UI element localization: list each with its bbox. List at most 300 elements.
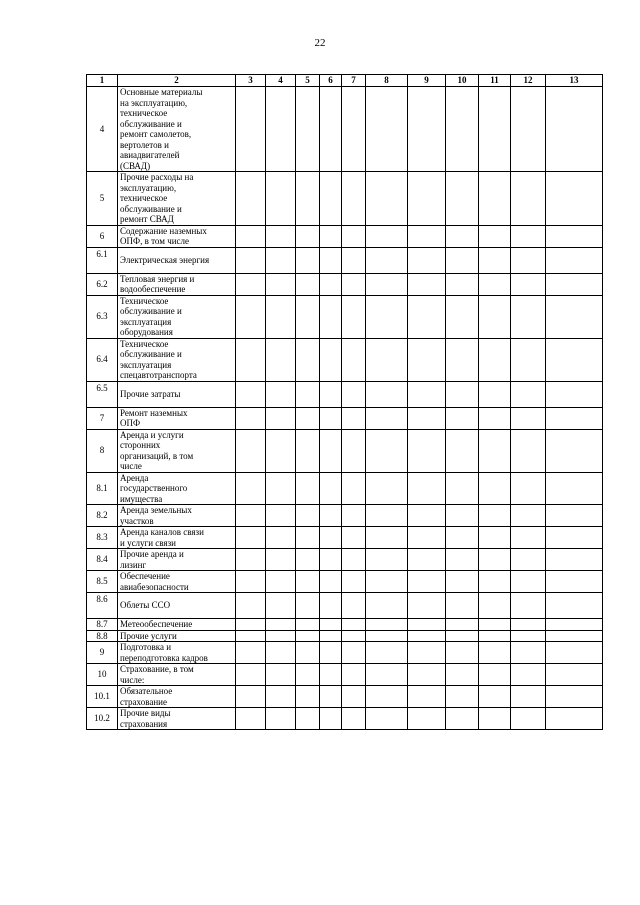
table-row bbox=[87, 407, 603, 429]
value-cell-col-11 bbox=[479, 549, 511, 571]
value-cell-col-7 bbox=[342, 619, 366, 631]
value-cell-col-12 bbox=[511, 549, 546, 571]
value-cell-col-6 bbox=[320, 429, 342, 472]
value-cell-col-11 bbox=[479, 593, 511, 619]
value-cell-col-8 bbox=[366, 664, 408, 686]
value-cell-col-6 bbox=[320, 338, 342, 381]
value-cell-col-7 bbox=[342, 273, 366, 295]
row-name: Прочие виды страхования bbox=[118, 708, 236, 730]
data-table bbox=[86, 74, 603, 730]
value-cell-col-7 bbox=[342, 225, 366, 247]
column-header-4: 4 bbox=[266, 75, 296, 87]
value-cell-col-7 bbox=[342, 708, 366, 730]
value-cell-col-6 bbox=[320, 571, 342, 593]
row-name: Метеообеспечение bbox=[118, 619, 236, 631]
table-row bbox=[87, 593, 603, 619]
value-cell-col-11 bbox=[479, 273, 511, 295]
value-cell-col-7 bbox=[342, 664, 366, 686]
value-cell-col-10 bbox=[446, 630, 479, 642]
table-row bbox=[87, 686, 603, 708]
value-cell-col-7 bbox=[342, 407, 366, 429]
value-cell-col-5 bbox=[296, 593, 320, 619]
value-cell-col-5 bbox=[296, 338, 320, 381]
row-number: 6.5 bbox=[87, 381, 118, 407]
table-row bbox=[87, 87, 603, 172]
value-cell-col-11 bbox=[479, 429, 511, 472]
value-cell-col-7 bbox=[342, 571, 366, 593]
value-cell-col-4 bbox=[266, 527, 296, 549]
column-header-1: 1 bbox=[87, 75, 118, 87]
value-cell-col-13 bbox=[546, 247, 603, 273]
value-cell-col-7 bbox=[342, 505, 366, 527]
value-cell-col-13 bbox=[546, 642, 603, 664]
table-row bbox=[87, 225, 603, 247]
value-cell-col-6 bbox=[320, 708, 342, 730]
value-cell-col-12 bbox=[511, 381, 546, 407]
value-cell-col-10 bbox=[446, 664, 479, 686]
value-cell-col-8 bbox=[366, 247, 408, 273]
page-number: 22 bbox=[314, 37, 326, 49]
value-cell-col-6 bbox=[320, 225, 342, 247]
value-cell-col-13 bbox=[546, 630, 603, 642]
value-cell-col-12 bbox=[511, 247, 546, 273]
value-cell-col-5 bbox=[296, 664, 320, 686]
row-number: 8.3 bbox=[87, 527, 118, 549]
value-cell-col-4 bbox=[266, 571, 296, 593]
row-number: 6.1 bbox=[87, 247, 118, 273]
value-cell-col-12 bbox=[511, 172, 546, 226]
value-cell-col-11 bbox=[479, 571, 511, 593]
value-cell-col-5 bbox=[296, 642, 320, 664]
value-cell-col-5 bbox=[296, 472, 320, 505]
value-cell-col-13 bbox=[546, 593, 603, 619]
value-cell-col-8 bbox=[366, 630, 408, 642]
value-cell-col-12 bbox=[511, 527, 546, 549]
value-cell-col-8 bbox=[366, 505, 408, 527]
table-row bbox=[87, 619, 603, 631]
table-row bbox=[87, 630, 603, 642]
table-row bbox=[87, 708, 603, 730]
value-cell-col-3 bbox=[236, 593, 266, 619]
value-cell-col-4 bbox=[266, 172, 296, 226]
value-cell-col-10 bbox=[446, 472, 479, 505]
value-cell-col-10 bbox=[446, 247, 479, 273]
value-cell-col-5 bbox=[296, 571, 320, 593]
value-cell-col-11 bbox=[479, 630, 511, 642]
row-name: Облеты ССО bbox=[118, 593, 236, 619]
value-cell-col-9 bbox=[408, 630, 446, 642]
value-cell-col-9 bbox=[408, 247, 446, 273]
value-cell-col-8 bbox=[366, 273, 408, 295]
value-cell-col-7 bbox=[342, 593, 366, 619]
value-cell-col-13 bbox=[546, 549, 603, 571]
row-number: 10.2 bbox=[87, 708, 118, 730]
value-cell-col-9 bbox=[408, 505, 446, 527]
value-cell-col-12 bbox=[511, 338, 546, 381]
value-cell-col-6 bbox=[320, 505, 342, 527]
value-cell-col-10 bbox=[446, 407, 479, 429]
value-cell-col-13 bbox=[546, 381, 603, 407]
table-row bbox=[87, 381, 603, 407]
value-cell-col-3 bbox=[236, 87, 266, 172]
value-cell-col-4 bbox=[266, 295, 296, 338]
table-row bbox=[87, 429, 603, 472]
value-cell-col-6 bbox=[320, 273, 342, 295]
value-cell-col-9 bbox=[408, 527, 446, 549]
value-cell-col-12 bbox=[511, 472, 546, 505]
value-cell-col-13 bbox=[546, 664, 603, 686]
value-cell-col-10 bbox=[446, 686, 479, 708]
value-cell-col-4 bbox=[266, 549, 296, 571]
value-cell-col-8 bbox=[366, 549, 408, 571]
row-number: 8 bbox=[87, 429, 118, 472]
value-cell-col-12 bbox=[511, 429, 546, 472]
row-number: 10 bbox=[87, 664, 118, 686]
column-header-2: 2 bbox=[118, 75, 236, 87]
value-cell-col-13 bbox=[546, 472, 603, 505]
value-cell-col-11 bbox=[479, 708, 511, 730]
value-cell-col-3 bbox=[236, 429, 266, 472]
row-name: Тепловая энергия и водообеспечение bbox=[118, 273, 236, 295]
value-cell-col-13 bbox=[546, 273, 603, 295]
value-cell-col-7 bbox=[342, 338, 366, 381]
value-cell-col-11 bbox=[479, 87, 511, 172]
value-cell-col-5 bbox=[296, 549, 320, 571]
value-cell-col-4 bbox=[266, 630, 296, 642]
value-cell-col-8 bbox=[366, 527, 408, 549]
row-number: 7 bbox=[87, 407, 118, 429]
value-cell-col-5 bbox=[296, 527, 320, 549]
value-cell-col-11 bbox=[479, 247, 511, 273]
value-cell-col-3 bbox=[236, 172, 266, 226]
row-number: 9 bbox=[87, 642, 118, 664]
value-cell-col-4 bbox=[266, 664, 296, 686]
row-number: 6.4 bbox=[87, 338, 118, 381]
value-cell-col-3 bbox=[236, 407, 266, 429]
value-cell-col-8 bbox=[366, 225, 408, 247]
value-cell-col-10 bbox=[446, 619, 479, 631]
value-cell-col-4 bbox=[266, 429, 296, 472]
row-name: Техническое обслуживание и эксплуатация спецавтотранспорта bbox=[118, 338, 236, 381]
value-cell-col-7 bbox=[342, 630, 366, 642]
value-cell-col-8 bbox=[366, 381, 408, 407]
value-cell-col-4 bbox=[266, 225, 296, 247]
value-cell-col-7 bbox=[342, 247, 366, 273]
value-cell-col-5 bbox=[296, 429, 320, 472]
value-cell-col-12 bbox=[511, 505, 546, 527]
row-number: 6.3 bbox=[87, 295, 118, 338]
value-cell-col-12 bbox=[511, 619, 546, 631]
value-cell-col-5 bbox=[296, 295, 320, 338]
value-cell-col-11 bbox=[479, 619, 511, 631]
value-cell-col-5 bbox=[296, 87, 320, 172]
value-cell-col-13 bbox=[546, 571, 603, 593]
value-cell-col-11 bbox=[479, 338, 511, 381]
table-row bbox=[87, 295, 603, 338]
value-cell-col-7 bbox=[342, 686, 366, 708]
value-cell-col-4 bbox=[266, 472, 296, 505]
value-cell-col-8 bbox=[366, 619, 408, 631]
value-cell-col-5 bbox=[296, 505, 320, 527]
value-cell-col-9 bbox=[408, 407, 446, 429]
row-number: 8.6 bbox=[87, 593, 118, 619]
value-cell-col-6 bbox=[320, 407, 342, 429]
row-name: Подготовка и переподготовка кадров bbox=[118, 642, 236, 664]
value-cell-col-6 bbox=[320, 619, 342, 631]
table-row bbox=[87, 642, 603, 664]
value-cell-col-10 bbox=[446, 381, 479, 407]
value-cell-col-10 bbox=[446, 295, 479, 338]
value-cell-col-13 bbox=[546, 708, 603, 730]
value-cell-col-10 bbox=[446, 87, 479, 172]
row-name: Электрическая энергия bbox=[118, 247, 236, 273]
value-cell-col-11 bbox=[479, 225, 511, 247]
table-row bbox=[87, 273, 603, 295]
value-cell-col-6 bbox=[320, 527, 342, 549]
column-header-11: 11 bbox=[479, 75, 511, 87]
value-cell-col-12 bbox=[511, 87, 546, 172]
column-header-7: 7 bbox=[342, 75, 366, 87]
value-cell-col-4 bbox=[266, 505, 296, 527]
value-cell-col-10 bbox=[446, 708, 479, 730]
value-cell-col-12 bbox=[511, 407, 546, 429]
value-cell-col-13 bbox=[546, 429, 603, 472]
value-cell-col-13 bbox=[546, 527, 603, 549]
value-cell-col-12 bbox=[511, 642, 546, 664]
value-cell-col-9 bbox=[408, 642, 446, 664]
value-cell-col-7 bbox=[342, 527, 366, 549]
row-name: Содержание наземных ОПФ, в том числе bbox=[118, 225, 236, 247]
value-cell-col-8 bbox=[366, 472, 408, 505]
value-cell-col-10 bbox=[446, 429, 479, 472]
column-header-3: 3 bbox=[236, 75, 266, 87]
row-number: 8.7 bbox=[87, 619, 118, 631]
table-row bbox=[87, 549, 603, 571]
value-cell-col-11 bbox=[479, 407, 511, 429]
value-cell-col-7 bbox=[342, 642, 366, 664]
value-cell-col-8 bbox=[366, 642, 408, 664]
table-row bbox=[87, 172, 603, 226]
value-cell-col-9 bbox=[408, 172, 446, 226]
value-cell-col-4 bbox=[266, 407, 296, 429]
value-cell-col-12 bbox=[511, 664, 546, 686]
value-cell-col-8 bbox=[366, 571, 408, 593]
value-cell-col-7 bbox=[342, 87, 366, 172]
value-cell-col-12 bbox=[511, 686, 546, 708]
value-cell-col-11 bbox=[479, 472, 511, 505]
value-cell-col-6 bbox=[320, 381, 342, 407]
value-cell-col-10 bbox=[446, 549, 479, 571]
column-header-13: 13 bbox=[546, 75, 603, 87]
row-number: 6.2 bbox=[87, 273, 118, 295]
value-cell-col-9 bbox=[408, 295, 446, 338]
value-cell-col-12 bbox=[511, 273, 546, 295]
table-row bbox=[87, 505, 603, 527]
table-row bbox=[87, 664, 603, 686]
value-cell-col-11 bbox=[479, 527, 511, 549]
value-cell-col-7 bbox=[342, 472, 366, 505]
value-cell-col-10 bbox=[446, 505, 479, 527]
value-cell-col-10 bbox=[446, 273, 479, 295]
table-row bbox=[87, 472, 603, 505]
value-cell-col-8 bbox=[366, 295, 408, 338]
row-number: 4 bbox=[87, 87, 118, 172]
value-cell-col-9 bbox=[408, 338, 446, 381]
row-name: Основные материалы на эксплуатацию, техническое обслуживание и ремонт самолетов, вертолетов и авиадвигателей (СВАД) bbox=[118, 87, 236, 172]
value-cell-col-5 bbox=[296, 225, 320, 247]
value-cell-col-12 bbox=[511, 593, 546, 619]
value-cell-col-3 bbox=[236, 295, 266, 338]
table-header-row bbox=[87, 75, 603, 87]
row-name: Аренда государственного имущества bbox=[118, 472, 236, 505]
value-cell-col-13 bbox=[546, 619, 603, 631]
value-cell-col-12 bbox=[511, 708, 546, 730]
value-cell-col-6 bbox=[320, 87, 342, 172]
value-cell-col-9 bbox=[408, 225, 446, 247]
value-cell-col-13 bbox=[546, 505, 603, 527]
row-name: Обеспечение авиабезопасности bbox=[118, 571, 236, 593]
value-cell-col-10 bbox=[446, 527, 479, 549]
value-cell-col-12 bbox=[511, 571, 546, 593]
value-cell-col-3 bbox=[236, 527, 266, 549]
row-name: Техническое обслуживание и эксплуатация оборудования bbox=[118, 295, 236, 338]
column-header-6: 6 bbox=[320, 75, 342, 87]
value-cell-col-3 bbox=[236, 664, 266, 686]
value-cell-col-3 bbox=[236, 505, 266, 527]
value-cell-col-3 bbox=[236, 472, 266, 505]
value-cell-col-6 bbox=[320, 172, 342, 226]
row-number: 8.4 bbox=[87, 549, 118, 571]
value-cell-col-7 bbox=[342, 429, 366, 472]
value-cell-col-4 bbox=[266, 247, 296, 273]
value-cell-col-6 bbox=[320, 642, 342, 664]
value-cell-col-9 bbox=[408, 472, 446, 505]
row-name: Аренда каналов связи и услуги связи bbox=[118, 527, 236, 549]
value-cell-col-4 bbox=[266, 686, 296, 708]
value-cell-col-6 bbox=[320, 630, 342, 642]
value-cell-col-4 bbox=[266, 381, 296, 407]
value-cell-col-13 bbox=[546, 225, 603, 247]
row-number: 8.8 bbox=[87, 630, 118, 642]
value-cell-col-6 bbox=[320, 472, 342, 505]
row-name: Обязательное страхование bbox=[118, 686, 236, 708]
value-cell-col-4 bbox=[266, 338, 296, 381]
value-cell-col-10 bbox=[446, 172, 479, 226]
value-cell-col-5 bbox=[296, 630, 320, 642]
table-row bbox=[87, 247, 603, 273]
row-name: Ремонт наземных ОПФ bbox=[118, 407, 236, 429]
value-cell-col-4 bbox=[266, 642, 296, 664]
value-cell-col-9 bbox=[408, 619, 446, 631]
value-cell-col-9 bbox=[408, 87, 446, 172]
value-cell-col-10 bbox=[446, 338, 479, 381]
value-cell-col-3 bbox=[236, 571, 266, 593]
value-cell-col-7 bbox=[342, 549, 366, 571]
row-number: 8.1 bbox=[87, 472, 118, 505]
value-cell-col-5 bbox=[296, 686, 320, 708]
value-cell-col-3 bbox=[236, 630, 266, 642]
value-cell-col-10 bbox=[446, 571, 479, 593]
value-cell-col-9 bbox=[408, 664, 446, 686]
column-header-10: 10 bbox=[446, 75, 479, 87]
value-cell-col-8 bbox=[366, 407, 408, 429]
value-cell-col-3 bbox=[236, 225, 266, 247]
value-cell-col-10 bbox=[446, 225, 479, 247]
value-cell-col-5 bbox=[296, 381, 320, 407]
value-cell-col-9 bbox=[408, 593, 446, 619]
value-cell-col-3 bbox=[236, 338, 266, 381]
value-cell-col-13 bbox=[546, 295, 603, 338]
value-cell-col-8 bbox=[366, 87, 408, 172]
value-cell-col-3 bbox=[236, 381, 266, 407]
value-cell-col-5 bbox=[296, 247, 320, 273]
table-row bbox=[87, 338, 603, 381]
value-cell-col-5 bbox=[296, 407, 320, 429]
value-cell-col-9 bbox=[408, 708, 446, 730]
value-cell-col-13 bbox=[546, 338, 603, 381]
value-cell-col-8 bbox=[366, 708, 408, 730]
value-cell-col-5 bbox=[296, 619, 320, 631]
value-cell-col-12 bbox=[511, 295, 546, 338]
value-cell-col-6 bbox=[320, 664, 342, 686]
value-cell-col-9 bbox=[408, 273, 446, 295]
row-number: 6 bbox=[87, 225, 118, 247]
value-cell-col-3 bbox=[236, 686, 266, 708]
column-header-12: 12 bbox=[511, 75, 546, 87]
row-name: Прочие аренда и лизинг bbox=[118, 549, 236, 571]
value-cell-col-6 bbox=[320, 549, 342, 571]
row-name: Аренда земельных участков bbox=[118, 505, 236, 527]
value-cell-col-5 bbox=[296, 708, 320, 730]
value-cell-col-8 bbox=[366, 172, 408, 226]
value-cell-col-4 bbox=[266, 593, 296, 619]
column-header-8: 8 bbox=[366, 75, 408, 87]
value-cell-col-7 bbox=[342, 172, 366, 226]
value-cell-col-9 bbox=[408, 381, 446, 407]
value-cell-col-6 bbox=[320, 593, 342, 619]
value-cell-col-10 bbox=[446, 593, 479, 619]
value-cell-col-11 bbox=[479, 295, 511, 338]
value-cell-col-13 bbox=[546, 686, 603, 708]
row-name: Аренда и услуги сторонних организаций, в том числе bbox=[118, 429, 236, 472]
value-cell-col-3 bbox=[236, 273, 266, 295]
value-cell-col-4 bbox=[266, 273, 296, 295]
column-header-9: 9 bbox=[408, 75, 446, 87]
value-cell-col-7 bbox=[342, 381, 366, 407]
value-cell-col-3 bbox=[236, 708, 266, 730]
value-cell-col-11 bbox=[479, 686, 511, 708]
value-cell-col-13 bbox=[546, 407, 603, 429]
value-cell-col-13 bbox=[546, 172, 603, 226]
value-cell-col-6 bbox=[320, 295, 342, 338]
value-cell-col-12 bbox=[511, 630, 546, 642]
value-cell-col-11 bbox=[479, 381, 511, 407]
table-row bbox=[87, 527, 603, 549]
value-cell-col-11 bbox=[479, 505, 511, 527]
value-cell-col-4 bbox=[266, 619, 296, 631]
row-name: Страхование, в том числе: bbox=[118, 664, 236, 686]
value-cell-col-11 bbox=[479, 172, 511, 226]
value-cell-col-3 bbox=[236, 247, 266, 273]
value-cell-col-8 bbox=[366, 593, 408, 619]
table-row bbox=[87, 571, 603, 593]
value-cell-col-10 bbox=[446, 642, 479, 664]
value-cell-col-11 bbox=[479, 642, 511, 664]
value-cell-col-12 bbox=[511, 225, 546, 247]
value-cell-col-7 bbox=[342, 295, 366, 338]
value-cell-col-3 bbox=[236, 549, 266, 571]
value-cell-col-5 bbox=[296, 172, 320, 226]
